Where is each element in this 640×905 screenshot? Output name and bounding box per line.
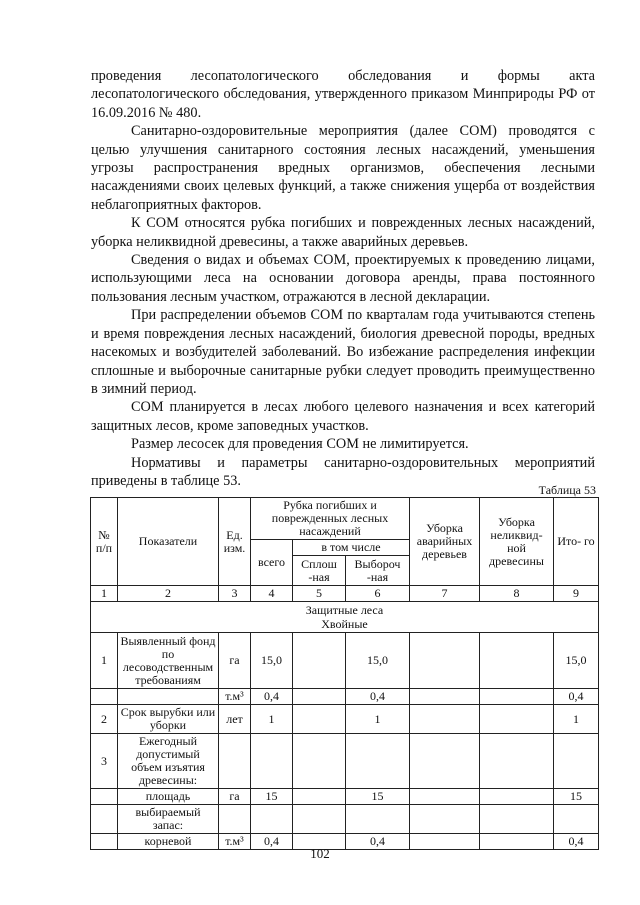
cell-selective: 15	[346, 789, 410, 805]
header-illiquid: Уборка неликвид- ной древесины	[480, 498, 554, 586]
paragraph: При распределении объемов СОМ по кварталам года учитываются степень и время повреждения лесных насаждений, биология древесной породы, вредных насекомых и возбудителей заболеваний. Во избежание распределения инфекции сплошные и выборочные санитарные рубки следует проводить преимущественно в зимний период.	[91, 307, 595, 397]
cell-hazard	[410, 633, 480, 689]
cell-total: 0,4	[554, 689, 599, 705]
header-incl: в том числе	[293, 540, 410, 556]
section-title: Защитные леса	[305, 603, 384, 617]
column-numbers-row	[91, 586, 599, 602]
col-number: 2	[118, 586, 219, 602]
paragraph: СОМ планируется в лесах любого целевого назначения и всех категорий защитных лесов, кроме заповедных участков.	[91, 399, 595, 434]
header-indicator: Показатели	[118, 498, 219, 586]
cell-indicator: Ежегодный допустимый объем изъятия древесины:	[118, 734, 219, 789]
cell-unit: т.м³	[219, 689, 251, 705]
cell-clear	[293, 705, 346, 734]
cell-indicator: выбираемый запас:	[118, 805, 219, 834]
cell-total	[554, 734, 599, 789]
header-selective: Выбороч -ная	[346, 556, 410, 586]
cell-hazard	[410, 705, 480, 734]
table-row	[91, 633, 599, 689]
cell-total	[554, 805, 599, 834]
header-total: Ито- го	[554, 498, 599, 586]
cell-unit	[219, 734, 251, 789]
cell-illiquid	[480, 789, 554, 805]
cell-clear	[293, 789, 346, 805]
cell-all: 0,4	[251, 689, 293, 705]
paragraph: Санитарно-оздоровительные мероприятия (далее СОМ) проводятся с целью улучшения санитарного состояния лесных насаждений, уменьшения угрозы распространения вредных организмов, обеспечения лесными насаждениями своих целевых функций, а также снижения ущерба от воздействия неблагоприятных факторов.	[91, 123, 595, 213]
cell-selective: 1	[346, 705, 410, 734]
paragraph: Размер лесосек для проведения СОМ не лимитируется.	[131, 436, 469, 453]
cell-num: 3	[91, 734, 118, 789]
col-number: 4	[251, 586, 293, 602]
cell-selective	[346, 734, 410, 789]
cell-unit: га	[219, 789, 251, 805]
cell-hazard	[410, 805, 480, 834]
table-row	[91, 705, 599, 734]
paragraph: Нормативы и параметры санитарно-оздоровительных мероприятий приведены в таблице 53.	[91, 454, 595, 489]
paragraph: К СОМ относятся рубка погибших и поврежденных лесных насаждений, уборка неликвидной древесины, а также аварийных деревьев.	[91, 215, 595, 250]
col-number: 5	[293, 586, 346, 602]
cell-num	[91, 789, 118, 805]
section-heading	[91, 602, 599, 633]
body-text	[91, 67, 595, 490]
cell-clear	[293, 805, 346, 834]
cell-clear	[293, 734, 346, 789]
cell-clear	[293, 633, 346, 689]
cell-illiquid	[480, 734, 554, 789]
cell-indicator: площадь	[118, 789, 219, 805]
header-felling: Рубка погибших и поврежденных лесных насаждений	[251, 498, 410, 540]
paragraph: Сведения о видах и объемах СОМ, проектируемых к проведению лицами, использующими леса на основании договора аренды, права постоянного пользования лесным участком, отражаются в лесной декларации.	[91, 252, 595, 305]
cell-illiquid	[480, 705, 554, 734]
cell-total: 1	[554, 705, 599, 734]
cell-num	[91, 689, 118, 705]
cell-total: 0,4	[554, 834, 599, 850]
cell-selective: 15,0	[346, 633, 410, 689]
cell-num	[91, 805, 118, 834]
cell-illiquid	[480, 805, 554, 834]
cell-illiquid	[480, 633, 554, 689]
cell-total: 15,0	[554, 633, 599, 689]
header-total-all: всего	[251, 540, 293, 586]
cell-hazard	[410, 734, 480, 789]
table-row	[91, 689, 599, 705]
header-num: № п/п	[91, 498, 118, 586]
cell-indicator	[118, 689, 219, 705]
subsection-title: Хвойные	[321, 617, 368, 631]
cell-all	[251, 805, 293, 834]
cell-unit: т.м³	[219, 834, 251, 850]
cell-selective: 0,4	[346, 834, 410, 850]
table-row	[91, 734, 599, 789]
col-number: 3	[219, 586, 251, 602]
cell-indicator: Выявленный фонд по лесоводственным требованиям	[118, 633, 219, 689]
cell-selective: 0,4	[346, 689, 410, 705]
col-number: 9	[554, 586, 599, 602]
cell-all: 15	[251, 789, 293, 805]
cell-selective	[346, 805, 410, 834]
table-caption: Таблица 53	[538, 483, 596, 497]
header-clear: Сплош -ная	[293, 556, 346, 586]
cell-unit	[219, 805, 251, 834]
table-row	[91, 789, 599, 805]
cell-hazard	[410, 789, 480, 805]
cell-indicator: Срок вырубки или уборки	[118, 705, 219, 734]
paragraph: проведения лесопатологического обследования и формы акта лесопатологического обследования, утвержденного приказом Минприроды РФ от 16.09.2016 № 480.	[91, 68, 595, 121]
page-number: 102	[310, 846, 330, 861]
cell-unit: га	[219, 633, 251, 689]
cell-all: 0,4	[251, 834, 293, 850]
col-number: 8	[480, 586, 554, 602]
table-row	[91, 805, 599, 834]
cell-all: 15,0	[251, 633, 293, 689]
col-number: 6	[346, 586, 410, 602]
col-number: 1	[91, 586, 118, 602]
cell-total: 15	[554, 789, 599, 805]
cell-num: 1	[91, 633, 118, 689]
cell-hazard	[410, 689, 480, 705]
norms-table	[90, 497, 599, 850]
cell-indicator: корневой	[118, 834, 219, 850]
col-number: 7	[410, 586, 480, 602]
cell-all: 1	[251, 705, 293, 734]
cell-illiquid	[480, 689, 554, 705]
cell-clear	[293, 689, 346, 705]
cell-unit: лет	[219, 705, 251, 734]
header-unit: Ед. изм.	[219, 498, 251, 586]
cell-num: 2	[91, 705, 118, 734]
cell-all	[251, 734, 293, 789]
header-hazard: Уборка аварийных деревьев	[410, 498, 480, 586]
